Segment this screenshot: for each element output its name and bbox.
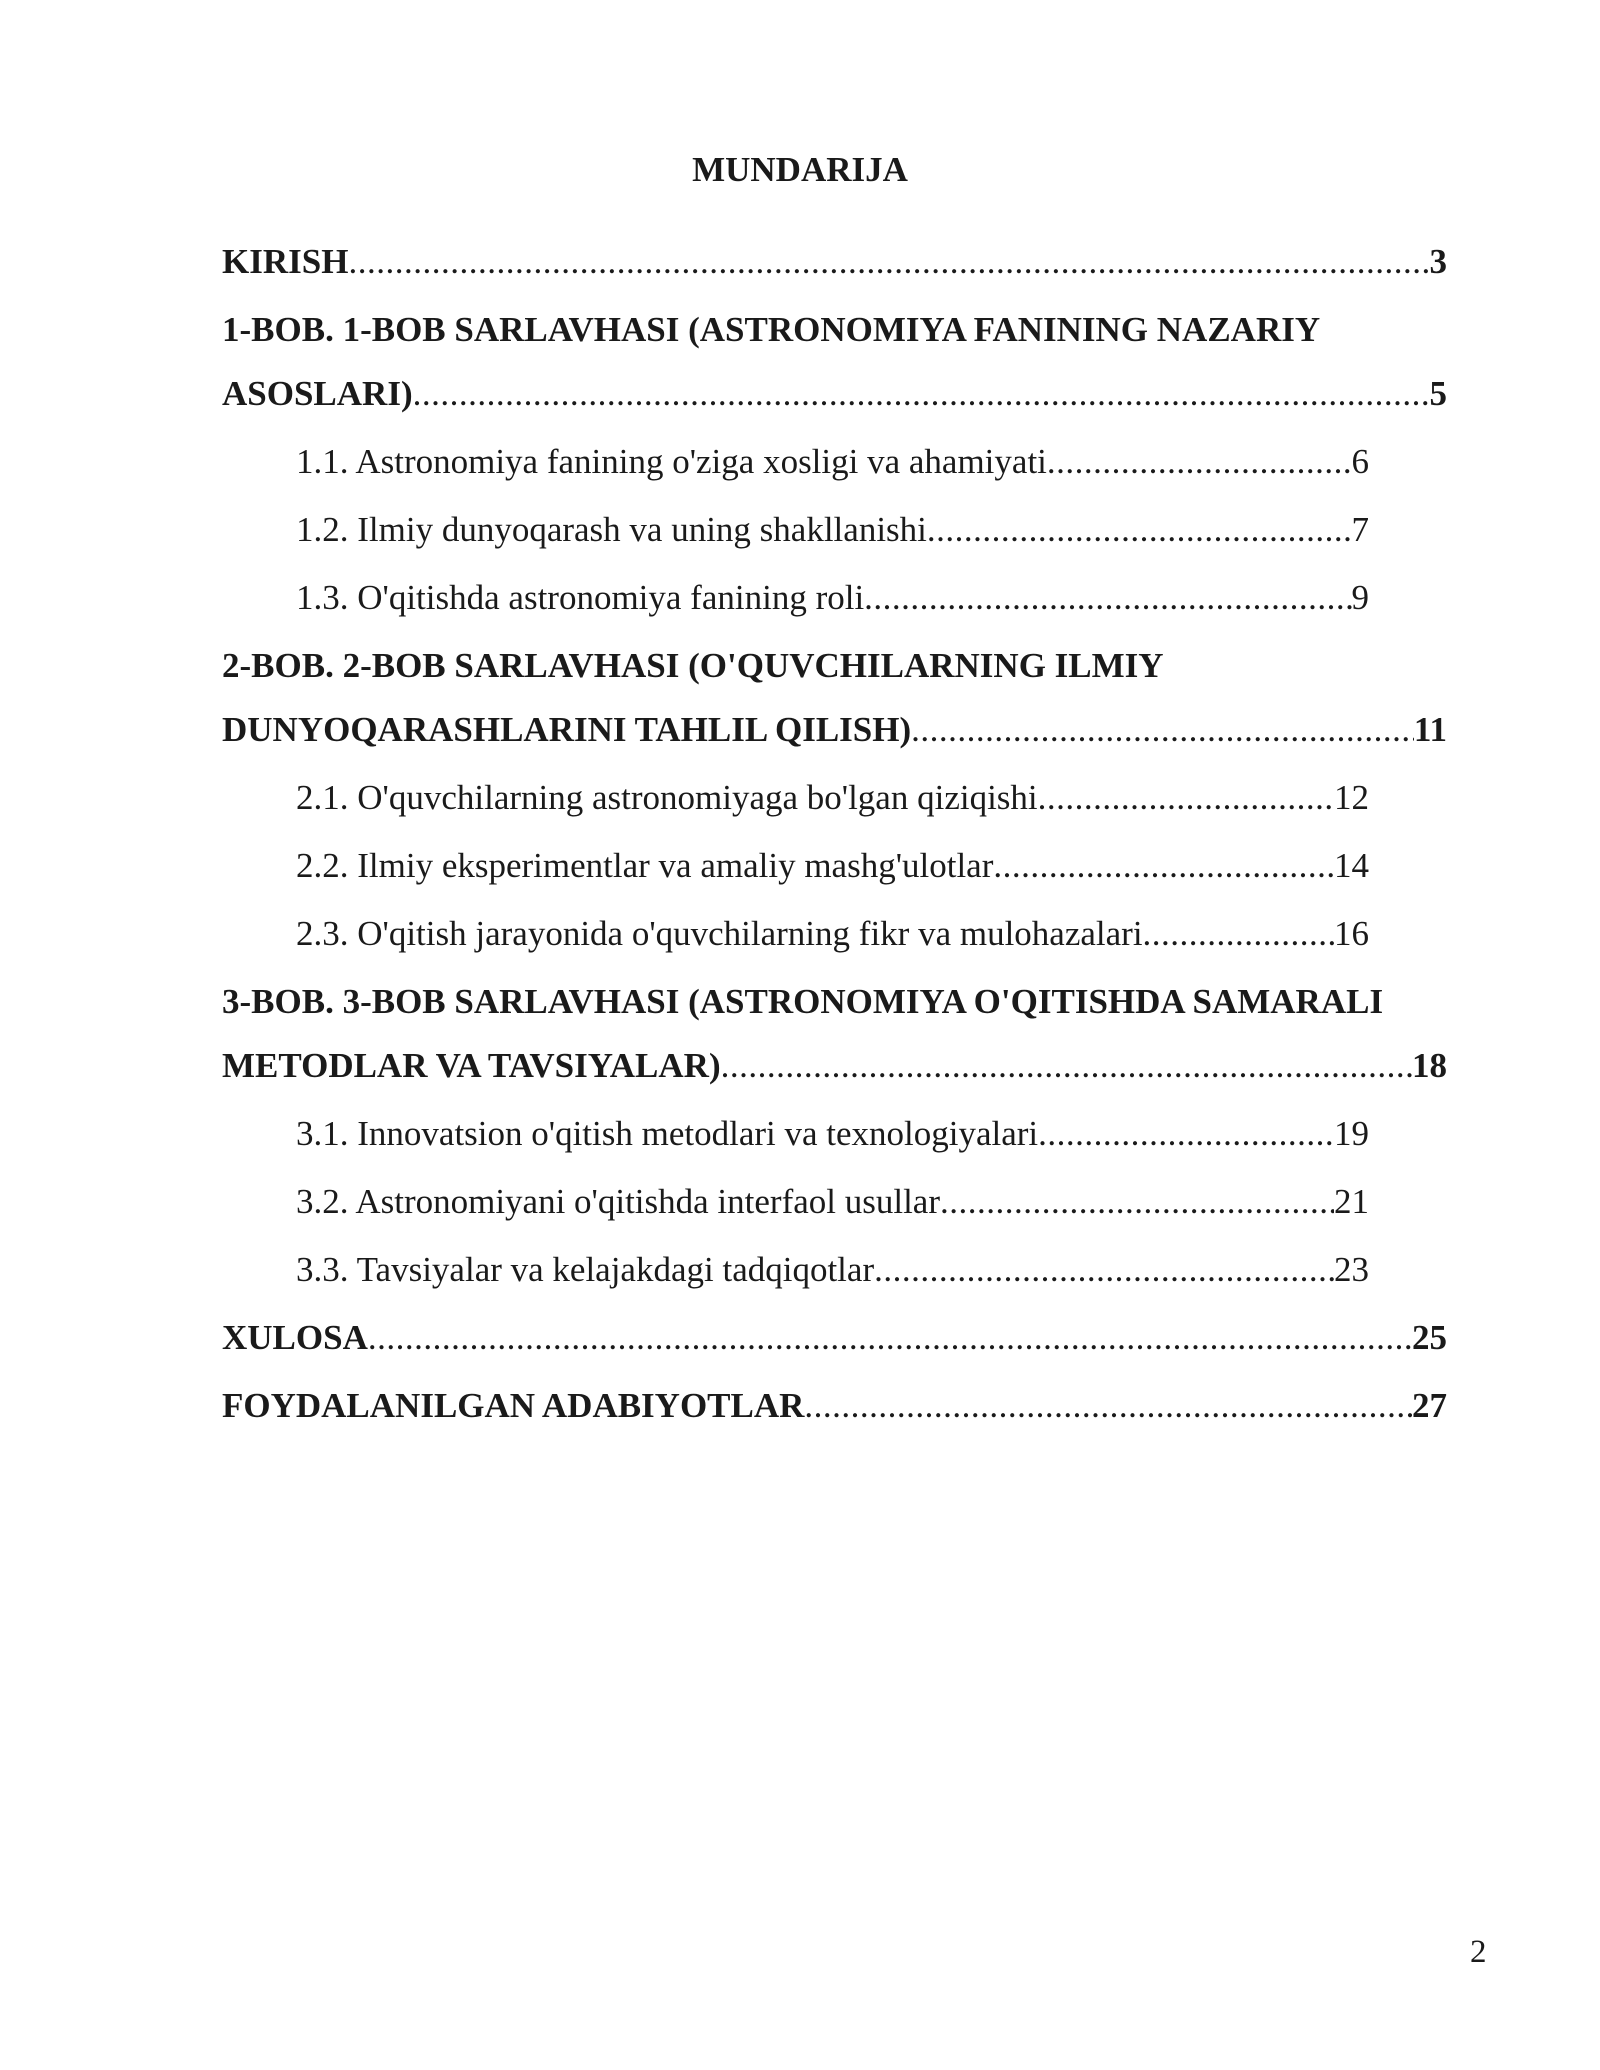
toc-entry-page: 19 — [1334, 1114, 1369, 1153]
dot-leader — [1047, 440, 1352, 484]
toc-entry-label: 3.1. Innovatsion o'qitish metodlari va texnologiyalari — [296, 1114, 1039, 1153]
dot-leader — [993, 844, 1334, 888]
toc-entry-label: 2.1. O'quvchilarning astronomiyaga bo'lgan qiziqishi — [296, 778, 1038, 817]
toc-entry-page: 25 — [1412, 1318, 1447, 1357]
toc-entry-page: 14 — [1334, 846, 1369, 885]
toc-entry-references[interactable] — [222, 1384, 1447, 1428]
toc-entry-section-3-2[interactable] — [222, 1180, 1369, 1224]
dot-leader — [413, 372, 1430, 416]
toc-entry-label: 1.2. Ilmiy dunyoqarash va uning shakllanishi — [296, 510, 927, 549]
dot-leader — [927, 508, 1352, 552]
toc-entry-page: 23 — [1334, 1250, 1369, 1289]
toc-entry-page: 18 — [1412, 1046, 1447, 1085]
dot-leader — [348, 240, 1429, 284]
toc-entry-label-line2: METODLAR VA TAVSIYALAR) — [222, 1046, 721, 1085]
dot-leader — [911, 708, 1414, 752]
toc-entry-section-3-3[interactable] — [222, 1248, 1369, 1292]
dot-leader — [721, 1044, 1412, 1088]
toc-entry-label-line2: ASOSLARI) — [222, 374, 413, 413]
toc-entry-chapter-1[interactable] — [222, 308, 1447, 416]
dot-leader — [368, 1316, 1412, 1360]
dot-leader — [864, 576, 1351, 620]
toc-entry-page: 27 — [1412, 1386, 1447, 1425]
toc-entry-line2 — [222, 1044, 1447, 1088]
dot-leader — [1143, 912, 1334, 956]
toc-entry-label: FOYDALANILGAN ADABIYOTLAR — [222, 1386, 805, 1425]
toc-entry-label: 2.2. Ilmiy eksperimentlar va amaliy mashg'ulotlar — [296, 846, 994, 885]
toc-entry-page: 16 — [1334, 914, 1369, 953]
dot-leader — [940, 1180, 1334, 1224]
page-number: 2 — [1470, 1934, 1487, 1970]
toc-entry-page: 3 — [1429, 242, 1447, 281]
toc-entry-page: 9 — [1351, 578, 1369, 617]
page-title: MUNDARIJA — [692, 150, 908, 189]
toc-entry-section-1-3[interactable] — [222, 576, 1369, 620]
toc-entry-label-line1: 3-BOB. 3-BOB SARLAVHASI (ASTRONOMIYA O'QITISHDA SAMARALI — [222, 982, 1384, 1021]
toc-entry-label: 1.3. O'qitishda astronomiya fanining roli — [296, 578, 865, 617]
toc-entry-section-1-2[interactable] — [222, 508, 1369, 552]
toc-entry-label: 1.1. Astronomiya fanining o'ziga xosligi va ahamiyati — [296, 442, 1047, 481]
toc-entry-label-line1: 1-BOB. 1-BOB SARLAVHASI (ASTRONOMIYA FANINING NAZARIY — [222, 310, 1321, 349]
toc-entry-section-1-1[interactable] — [222, 440, 1369, 484]
toc-entry-label-line1: 2-BOB. 2-BOB SARLAVHASI (O'QUVCHILARNING ILMIY — [222, 646, 1164, 685]
dot-leader — [804, 1384, 1412, 1428]
toc-entry-label: 3.2. Astronomiyani o'qitishda interfaol usullar — [296, 1182, 940, 1221]
toc-entry-page: 21 — [1334, 1182, 1369, 1221]
dot-leader — [1038, 1112, 1334, 1156]
toc-entry-line2 — [222, 372, 1447, 416]
toc-entry-xulosa[interactable] — [222, 1316, 1447, 1360]
dot-leader — [1038, 776, 1334, 820]
toc-entry-chapter-2[interactable] — [222, 644, 1447, 752]
table-of-contents — [222, 240, 1447, 1428]
dot-leader — [874, 1248, 1334, 1292]
toc-entry-page: 5 — [1429, 374, 1447, 413]
toc-entry-section-2-3[interactable] — [222, 912, 1369, 956]
toc-entry-label: 2.3. O'qitish jarayonida o'quvchilarning fikr va mulohazalari — [296, 914, 1143, 953]
toc-entry-page: 11 — [1413, 710, 1447, 749]
toc-entry-kirish[interactable] — [222, 240, 1447, 284]
toc-entry-label: 3.3. Tavsiyalar va kelajakdagi tadqiqotlar — [296, 1250, 875, 1289]
toc-entry-section-2-2[interactable] — [222, 844, 1369, 888]
toc-entry-page: 12 — [1334, 778, 1369, 817]
toc-entry-page: 6 — [1351, 442, 1369, 481]
toc-entry-label: XULOSA — [222, 1318, 368, 1357]
toc-entry-chapter-3[interactable] — [222, 980, 1447, 1088]
toc-entry-label-line2: DUNYOQARASHLARINI TAHLIL QILISH) — [222, 710, 912, 749]
toc-entry-section-3-1[interactable] — [222, 1112, 1369, 1156]
toc-entry-page: 7 — [1351, 510, 1369, 549]
toc-entry-line2 — [222, 708, 1447, 752]
toc-entry-section-2-1[interactable] — [222, 776, 1369, 820]
toc-entry-label: KIRISH — [222, 242, 349, 281]
